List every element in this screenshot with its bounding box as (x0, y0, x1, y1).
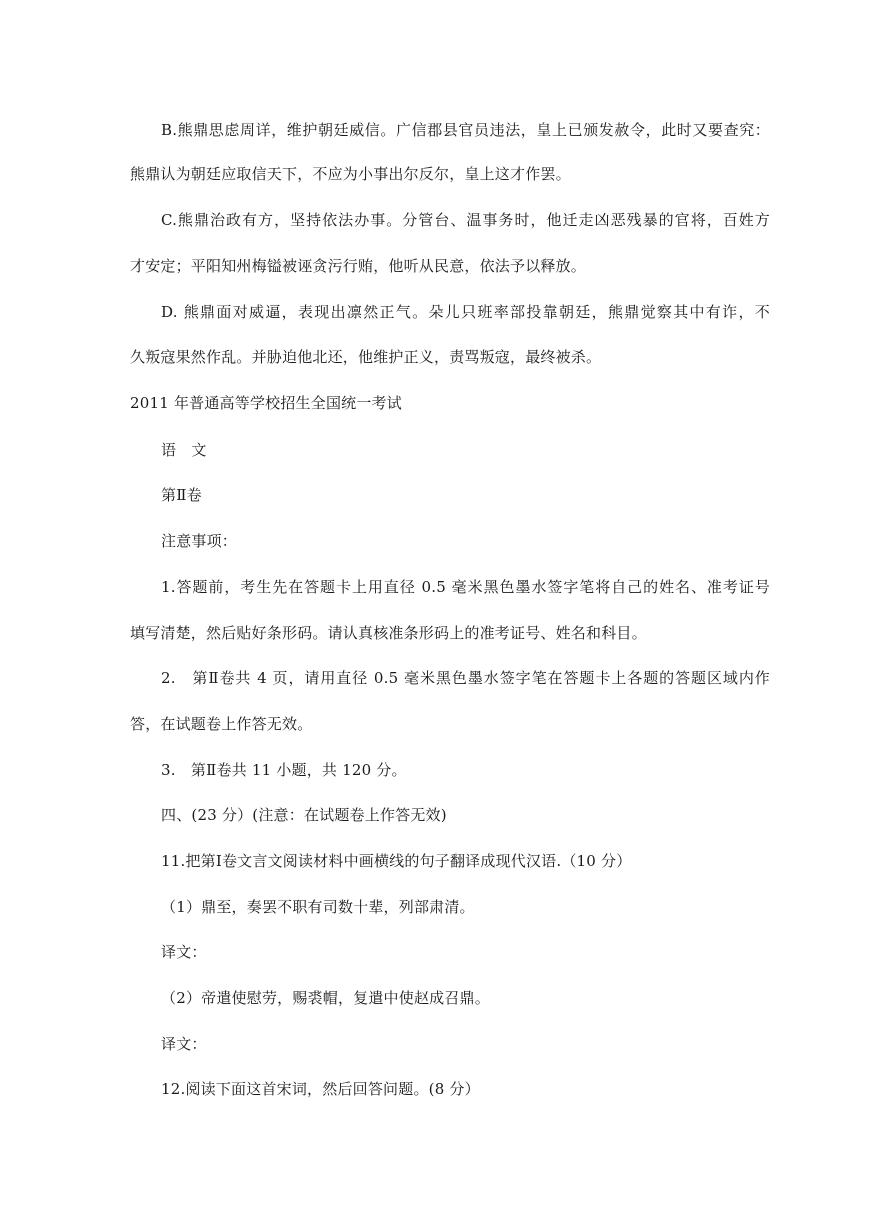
option-c-line-2: 才安定；平阳知州梅镒被诬贪污行贿，他听从民意，依法予以释放。 (130, 257, 587, 275)
note-3: 3. 第Ⅱ卷共 11 小题，共 120 分。 (161, 761, 407, 779)
option-d-line-1: D. 熊鼎面对威逼，表现出凛然正气。朵儿只班率部投靠朝廷，熊鼎觉察其中有诈，不 (161, 303, 770, 321)
volume-title: 第Ⅱ卷 (161, 486, 202, 504)
question-11-part-1: （1）鼎至，奏罢不职有司数十辈，列部肃清。 (161, 898, 475, 916)
option-b-line-2: 熊鼎认为朝廷应取信天下，不应为小事出尔反尔，皇上这才作罢。 (130, 165, 571, 183)
option-d-line-2: 久叛寇果然作乱。并胁迫他北还，他维护正义，责骂叛寇，最终被杀。 (130, 348, 602, 366)
exam-title: 2011 年普通高等学校招生全国统一考试 (130, 394, 402, 412)
subject-title: 语 文 (161, 441, 207, 459)
option-c-line-1: C.熊鼎治政有方，坚持依法办事。分管台、温事务时，他迁走凶恶残暴的官将，百姓方 (161, 211, 770, 229)
note-1-line-2: 填写清楚，然后贴好条形码。请认真核准条形码上的准考证号、姓名和科目。 (130, 624, 647, 642)
note-2-line-2: 答，在试题卷上作答无效。 (130, 715, 313, 733)
note-1-line-1: 1.答题前，考生先在答题卡上用直径 0.5 毫米黑色墨水签字笔将自己的姓名、准考证号 (161, 578, 770, 596)
question-11: 11.把第Ⅰ卷文言文阅读材料中画横线的句子翻译成现代汉语.（10 分） (161, 852, 632, 870)
note-2-line-1: 2. 第Ⅱ卷共 4 页，请用直径 0.5 毫米黑色墨水签字笔在答题卡上各题的答题区域内作 (161, 669, 770, 687)
translation-label-1: 译文： (161, 943, 207, 961)
question-12: 12.阅读下面这首宋词，然后回答问题。(8 分） (161, 1080, 480, 1098)
translation-label-2: 译文： (161, 1035, 207, 1053)
question-11-part-2: （2）帝遣使慰劳，赐裘帽，复遣中使赵成召鼎。 (161, 989, 490, 1007)
option-b-line-1: B.熊鼎思虑周详，维护朝廷威信。广信郡县官员违法，皇上已颁发赦令，此时又要查究： (161, 121, 770, 139)
section-four-heading: 四、(23 分）(注意：在试题卷上作答无效) (161, 806, 447, 824)
notes-heading: 注意事项： (161, 532, 238, 550)
